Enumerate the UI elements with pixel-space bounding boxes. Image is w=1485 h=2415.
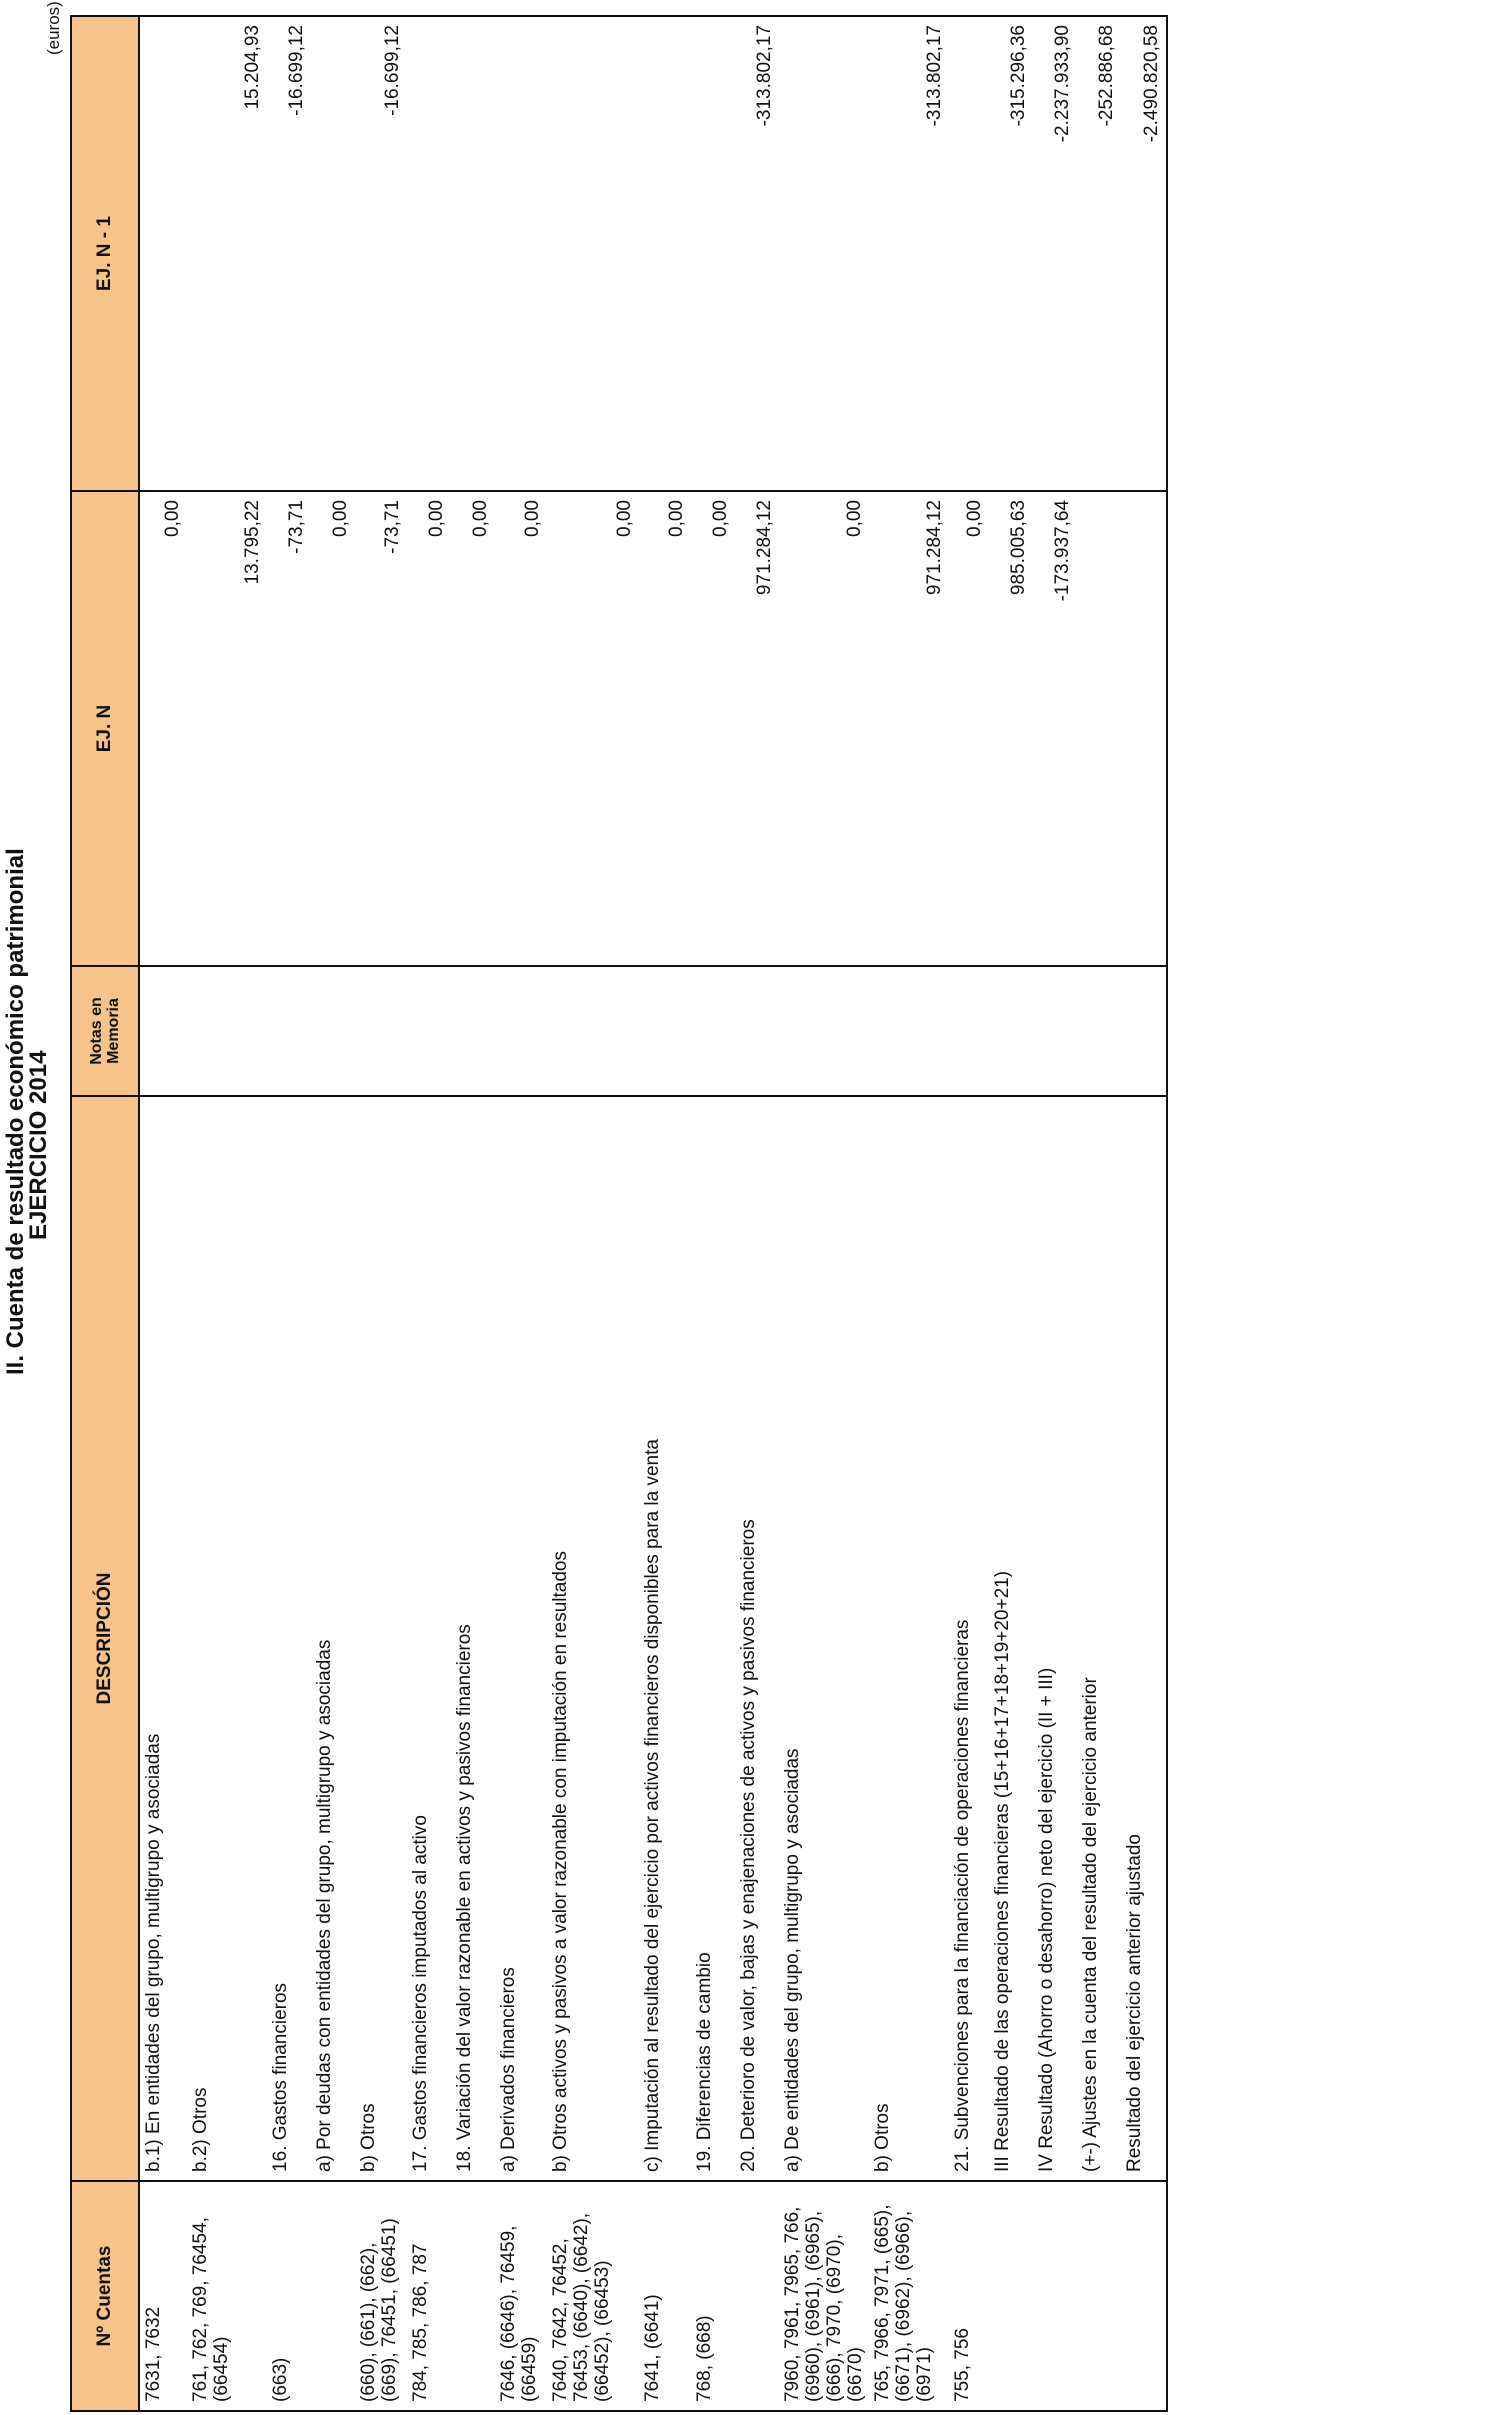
- table-row: [869, 16, 949, 2411]
- cell-cuentas: 7641, (6641): [639, 2181, 691, 2411]
- cell-descripcion: 19. Diferencias de cambio: [691, 1096, 735, 2181]
- units-label: (euros): [44, 1, 63, 55]
- cell-ej-n: 0,00: [691, 491, 735, 966]
- table-row: [311, 16, 355, 2411]
- cell-ej-n-1: -2.490.820,58: [1121, 16, 1167, 491]
- cell-cuentas: 784, 785, 786, 787: [407, 2181, 451, 2411]
- cell-notas: [869, 966, 949, 1096]
- table-row: [139, 16, 187, 2411]
- cell-descripcion: (+-) Ajustes en la cuenta del resultado del ejercicio anterior: [1077, 1096, 1121, 2181]
- cell-descripcion: c) Imputación al resultado del ejercicio por activos financieros disponibles para la venta: [639, 1096, 691, 2181]
- table-row: [267, 16, 311, 2411]
- cell-ej-n-1: 15.204,93: [187, 16, 267, 491]
- cell-ej-n: 0,00: [311, 491, 355, 966]
- header-ej-n: EJ. N: [71, 491, 139, 966]
- cell-ej-n-1: -313.802,17: [869, 16, 949, 491]
- cell-ej-n-1: -313.802,17: [735, 16, 779, 491]
- cell-cuentas: 7631, 7632: [139, 2181, 187, 2411]
- cell-notas: [495, 966, 547, 1096]
- cell-ej-n: 13.795,22: [187, 491, 267, 966]
- cell-ej-n-1: [949, 16, 989, 491]
- cell-cuentas: 7640, 7642, 76452, 76453, (6640), (6642), (66452), (66453): [547, 2181, 639, 2411]
- cell-cuentas: 768, (668): [691, 2181, 735, 2411]
- cell-cuentas: [1077, 2181, 1121, 2411]
- cell-notas: [1077, 966, 1121, 1096]
- document-subtitle: EJERCICIO 2014: [25, 1050, 52, 1240]
- cell-ej-n: 971.284,12: [869, 491, 949, 966]
- cell-notas: [1121, 966, 1167, 1096]
- cell-notas: [139, 966, 187, 1096]
- cell-ej-n-1: -315.296,36: [989, 16, 1033, 491]
- cell-cuentas: [989, 2181, 1033, 2411]
- cell-ej-n-1: [407, 16, 451, 491]
- cell-ej-n: 0,00: [139, 491, 187, 966]
- cell-descripcion: a) Derivados financieros: [495, 1096, 547, 2181]
- table-row: [779, 16, 869, 2411]
- cell-ej-n-1: [451, 16, 495, 491]
- cell-ej-n-1: [495, 16, 547, 491]
- cell-cuentas: [1033, 2181, 1077, 2411]
- cell-cuentas: 7960, 7961, 7965, 766, (6960), (6961), (6965), (666), 7970, (6970), (6670): [779, 2181, 869, 2411]
- cell-descripcion: 21. Subvenciones para la financiación de operaciones financieras: [949, 1096, 989, 2181]
- cell-ej-n-1: -16.699,12: [267, 16, 311, 491]
- cell-descripcion: 20. Deterioro de valor, bajas y enajenaciones de activos y pasivos financieros: [735, 1096, 779, 2181]
- cell-ej-n: 0,00: [547, 491, 639, 966]
- cell-descripcion: b) Otros: [869, 1096, 949, 2181]
- cell-descripcion: 18. Variación del valor razonable en activos y pasivos financieros: [451, 1096, 495, 2181]
- cell-cuentas: [735, 2181, 779, 2411]
- table-row: [639, 16, 691, 2411]
- cell-ej-n: -73,71: [355, 491, 407, 966]
- cell-ej-n-1: [639, 16, 691, 491]
- cell-notas: [407, 966, 451, 1096]
- cell-ej-n: 0,00: [639, 491, 691, 966]
- cell-cuentas: [451, 2181, 495, 2411]
- cell-descripcion: b.1) En entidades del grupo, multigrupo y asociadas: [139, 1096, 187, 2181]
- cell-ej-n-1: -2.237.933,90: [1033, 16, 1077, 491]
- cell-cuentas: (660), (661), (662), (669), 76451, (66451): [355, 2181, 407, 2411]
- cell-cuentas: (663): [267, 2181, 311, 2411]
- cell-ej-n: 985.005,63: [989, 491, 1033, 966]
- header-notas: Notas en Memoria: [71, 966, 139, 1096]
- cell-cuentas: [311, 2181, 355, 2411]
- table-row: [407, 16, 451, 2411]
- table-row: [735, 16, 779, 2411]
- cell-notas: [691, 966, 735, 1096]
- cell-ej-n-1: [691, 16, 735, 491]
- cell-ej-n: -73,71: [267, 491, 311, 966]
- cell-descripcion: b) Otros: [355, 1096, 407, 2181]
- table-row: [949, 16, 989, 2411]
- cell-notas: [267, 966, 311, 1096]
- table-row: [187, 16, 267, 2411]
- cell-notas: [735, 966, 779, 1096]
- document-title: II. Cuenta de resultado económico patrimonial: [2, 848, 29, 1375]
- cell-notas: [949, 966, 989, 1096]
- header-ej-n-1: EJ. N - 1: [71, 16, 139, 491]
- cell-descripcion: Resultado del ejercicio anterior ajustado: [1121, 1096, 1167, 2181]
- cell-ej-n: 0,00: [949, 491, 989, 966]
- cell-ej-n: 0,00: [407, 491, 451, 966]
- table-row: [691, 16, 735, 2411]
- cell-ej-n-1: [311, 16, 355, 491]
- results-table-container: [70, 17, 1480, 2412]
- cell-notas: [779, 966, 869, 1096]
- cell-descripcion: 16. Gastos financieros: [267, 1096, 311, 2181]
- table-row: [355, 16, 407, 2411]
- cell-descripcion: III Resultado de las operaciones financieras (15+16+17+18+19+20+21): [989, 1096, 1033, 2181]
- cell-ej-n: 0,00: [495, 491, 547, 966]
- header-descripcion: DESCRIPCIÓN: [71, 1096, 139, 2181]
- cell-cuentas: 755, 756: [949, 2181, 989, 2411]
- cell-notas: [989, 966, 1033, 1096]
- cell-descripcion: b.2) Otros: [187, 1096, 267, 2181]
- cell-ej-n: [1077, 491, 1121, 966]
- cell-ej-n-1: [779, 16, 869, 491]
- cell-notas: [187, 966, 267, 1096]
- cell-cuentas: 765, 7966, 7971, (665), (6671), (6962), (6966), (6971): [869, 2181, 949, 2411]
- cell-ej-n: -173.937,64: [1033, 491, 1077, 966]
- cell-ej-n: 0,00: [779, 491, 869, 966]
- cell-descripcion: IV Resultado (Ahorro o desahorro) neto del ejercicio (II + III): [1033, 1096, 1077, 2181]
- cell-notas: [639, 966, 691, 1096]
- cell-cuentas: 761, 762, 769, 76454, (66454): [187, 2181, 267, 2411]
- cell-ej-n: 0,00: [451, 491, 495, 966]
- cell-descripcion: a) De entidades del grupo, multigrupo y asociadas: [779, 1096, 869, 2181]
- cell-descripcion: a) Por deudas con entidades del grupo, multigrupo y asociadas: [311, 1096, 355, 2181]
- cell-descripcion: 17. Gastos financieros imputados al activo: [407, 1096, 451, 2181]
- table-row: [989, 16, 1033, 2411]
- table-row: [495, 16, 547, 2411]
- cell-notas: [451, 966, 495, 1096]
- table-row: [1033, 16, 1077, 2411]
- cell-notas: [311, 966, 355, 1096]
- cell-notas: [355, 966, 407, 1096]
- cell-notas: [547, 966, 639, 1096]
- cell-ej-n-1: [547, 16, 639, 491]
- cell-ej-n-1: [139, 16, 187, 491]
- results-table: [70, 15, 1168, 2412]
- cell-ej-n-1: -252.886,68: [1077, 16, 1121, 491]
- cell-ej-n: [1121, 491, 1167, 966]
- table-row: [451, 16, 495, 2411]
- cell-descripcion: b) Otros activos y pasivos a valor razonable con imputación en resultados: [547, 1096, 639, 2181]
- cell-cuentas: [1121, 2181, 1167, 2411]
- header-cuentas: Nº Cuentas: [71, 2181, 139, 2411]
- table-row: [1121, 16, 1167, 2411]
- cell-ej-n-1: -16.699,12: [355, 16, 407, 491]
- table-row: [547, 16, 639, 2411]
- cell-cuentas: 7646, (6646), 76459, (66459): [495, 2181, 547, 2411]
- table-row: [1077, 16, 1121, 2411]
- cell-notas: [1033, 966, 1077, 1096]
- table-header-row: [71, 16, 139, 2411]
- cell-ej-n: 971.284,12: [735, 491, 779, 966]
